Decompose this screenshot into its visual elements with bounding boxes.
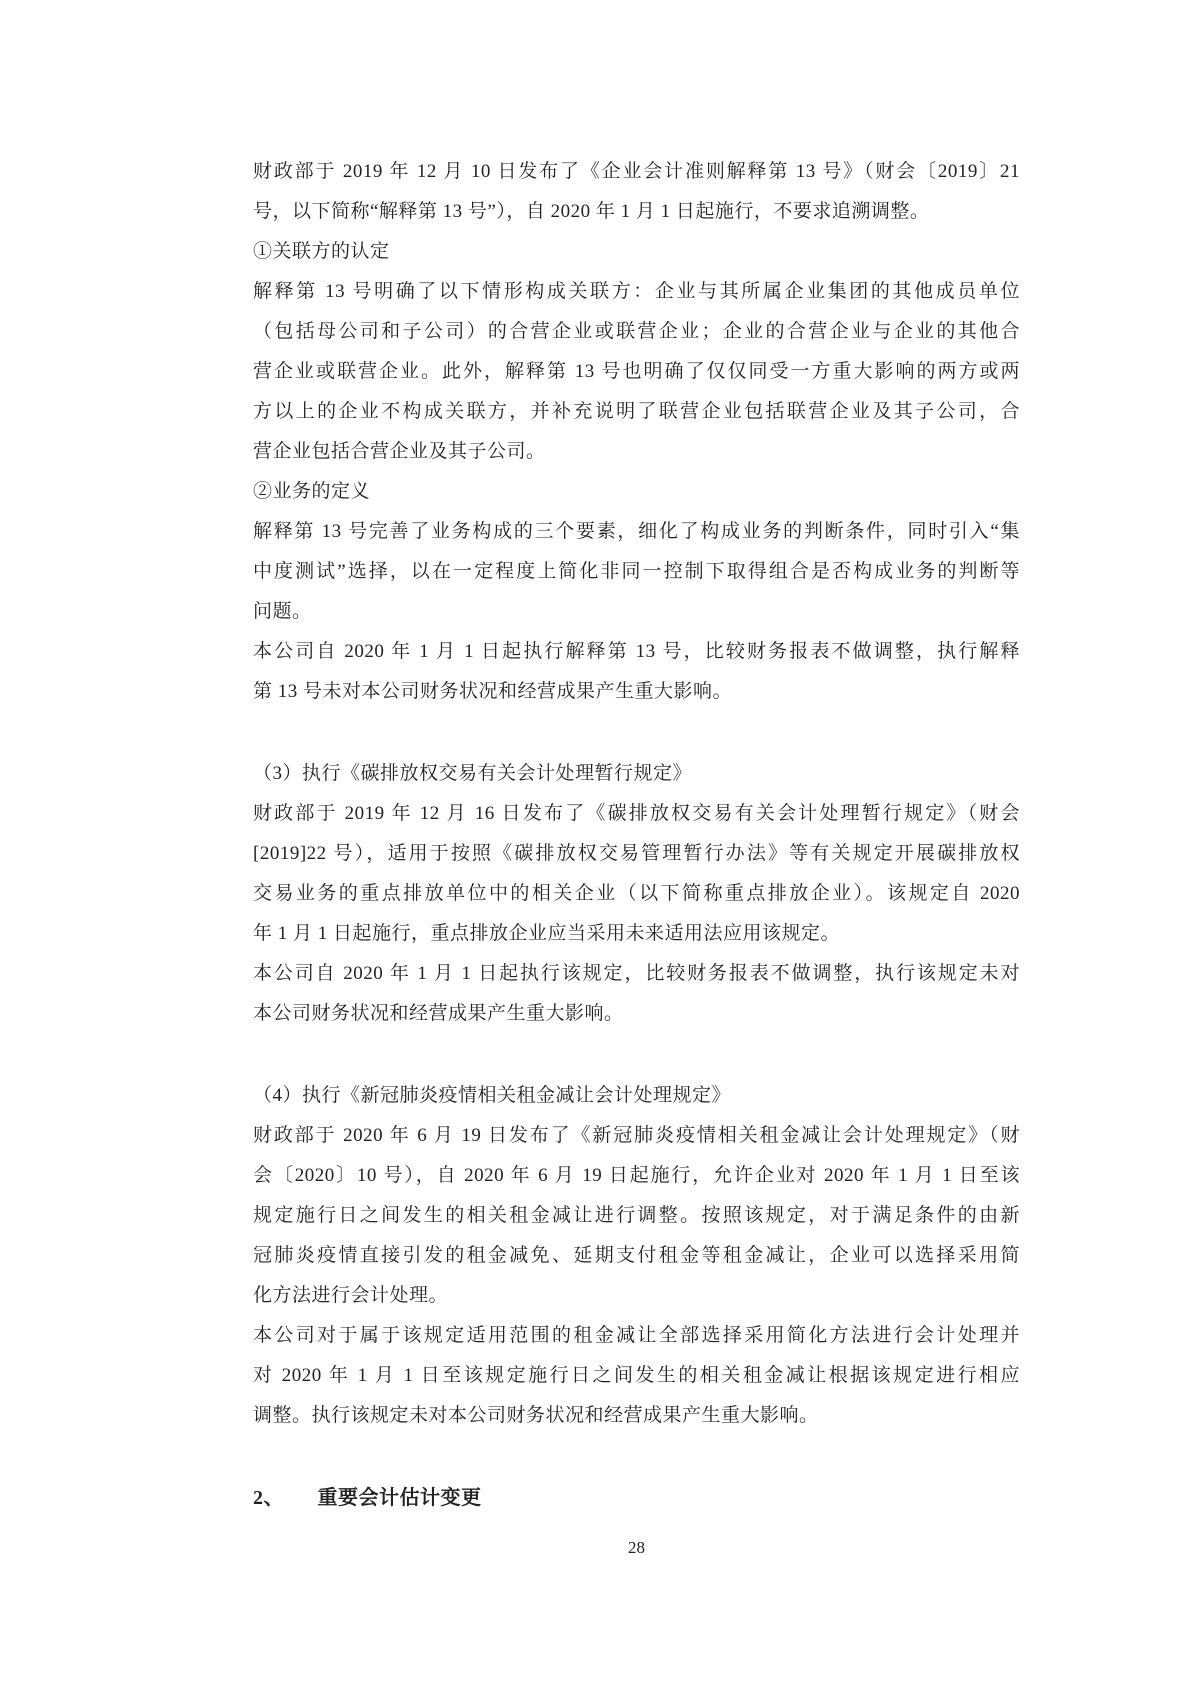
interpretation-13-section — [253, 152, 1020, 712]
text-line: 方以上的企业不构成关联方，并补充说明了联营企业包括联营企业及其子公司，合 — [253, 401, 1020, 422]
page-number: 28 — [628, 1538, 645, 1557]
text-line: 中度测试”选择，以在一定程度上简化非同一控制下取得组合是否构成业务的判断等 — [253, 561, 1020, 582]
item-1-heading: ①关联方的认定 — [253, 241, 390, 262]
text-line: 本公司自 2020 年 1 月 1 日起执行解释第 13 号，比较财务报表不做调整，执行解释 — [253, 641, 1020, 662]
text-line: （包括母公司和子公司）的合营企业或联营企业；企业的合营企业与企业的其他合 — [253, 321, 1020, 342]
page-body — [253, 152, 1020, 1560]
text-line: 营企业或联营企业。此外，解释第 13 号也明确了仅仅同受一方重大影响的两方或两 — [253, 361, 1020, 382]
text-line: 第 13 号未对本公司财务状况和经营成果产生重大影响。 — [253, 681, 733, 702]
text-line: 营企业包括合营企业及其子公司。 — [253, 441, 546, 462]
text-line: 问题。 — [253, 601, 312, 622]
text-line: 冠肺炎疫情直接引发的租金减免、延期支付租金等租金减让，企业可以选择采用简 — [253, 1245, 1020, 1266]
text-line: 本公司对于属于该规定适用范围的租金减让全部选择采用简化方法进行会计处理并 — [253, 1325, 1020, 1346]
text-line: 财政部于 2019 年 12 月 16 日发布了《碳排放权交易有关会计处理暂行规定》（财会 — [253, 803, 1020, 824]
item-2-heading: ②业务的定义 — [253, 481, 371, 502]
text-line: 号，以下简称“解释第 13 号”），自 2020 年 1 月 1 日起施行，不要求追溯调整。 — [253, 201, 930, 222]
text-line: 规定施行日之间发生的相关租金减让进行调整。按照该规定，对于满足条件的由新 — [253, 1205, 1020, 1226]
text-line: 财政部于 2020 年 6 月 19 日发布了《新冠肺炎疫情相关租金减让会计处理规定》（财 — [253, 1125, 1020, 1146]
text-line: 化方法进行会计处理。 — [253, 1285, 449, 1306]
estimate-change-heading — [253, 1478, 1020, 1518]
section-4-heading: （4）执行《新冠肺炎疫情相关租金减让会计处理规定》 — [253, 1085, 732, 1106]
text-line: 解释第 13 号完善了业务构成的三个要素，细化了构成业务的判断条件，同时引入“集 — [253, 521, 1020, 542]
text-line: 本公司自 2020 年 1 月 1 日起执行该规定，比较财务报表不做调整，执行该规定未对 — [253, 963, 1020, 984]
text-line: 交易业务的重点排放单位中的相关企业（以下简称重点排放企业）。该规定自 2020 — [253, 883, 1020, 904]
heading-title: 重要会计估计变更 — [317, 1487, 482, 1509]
carbon-trading-section — [253, 754, 1020, 1034]
text-line: 解释第 13 号明确了以下情形构成关联方：企业与其所属企业集团的其他成员单位 — [253, 281, 1020, 302]
section-3-heading: （3）执行《碳排放权交易有关会计处理暂行规定》 — [253, 763, 693, 784]
text-line: 调整。执行该规定未对本公司财务状况和经营成果产生重大影响。 — [253, 1405, 819, 1426]
heading-number: 2、 — [253, 1487, 284, 1509]
text-line: 本公司财务状况和经营成果产生重大影响。 — [253, 1003, 624, 1024]
text-line: 财政部于 2019 年 12 月 10 日发布了《企业会计准则解释第 13 号》（财会〔2019〕21 — [253, 161, 1020, 182]
text-line: 会〔2020〕10 号），自 2020 年 6 月 19 日起施行，允许企业对 2020 年 1 月 1 日至该 — [253, 1165, 1020, 1186]
text-line: [2019]22 号），适用于按照《碳排放权交易管理暂行办法》等有关规定开展碳排放权 — [253, 843, 1020, 864]
covid-rent-concession-section — [253, 1076, 1020, 1436]
text-line: 年 1 月 1 日起施行，重点排放企业应当采用未来适用法应用该规定。 — [253, 923, 841, 944]
text-line: 对 2020 年 1 月 1 日至该规定施行日之间发生的相关租金减让根据该规定进行相应 — [253, 1365, 1020, 1386]
